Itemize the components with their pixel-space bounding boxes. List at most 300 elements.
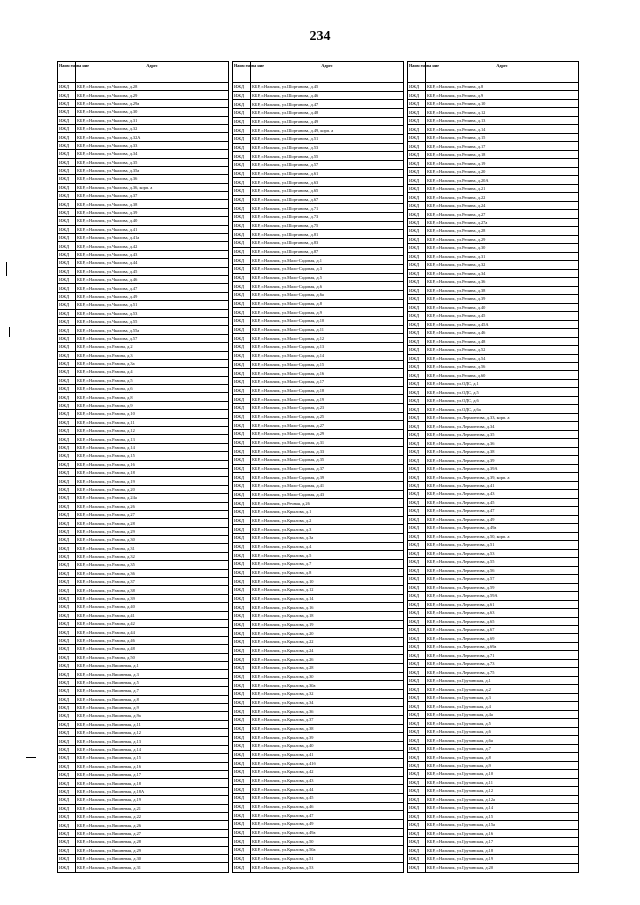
- address-cell: КБР, г.Нальчик, ул.Репина, д.29: [426, 235, 579, 243]
- building-type-cell: ИЖД: [58, 494, 76, 502]
- table-row: [233, 83, 404, 92]
- address-cell: КБР, г.Нальчик, ул.Грузинская, д.11: [426, 778, 579, 786]
- address-cell: КБР, г.Нальчик, ул.Чкалова, д.35: [76, 158, 229, 166]
- address-cell: КБР, г.Нальчик, ул.Чкалова, д.44: [76, 259, 229, 267]
- table-row: [233, 742, 404, 751]
- building-type-cell: ИЖД: [233, 854, 251, 863]
- building-type-cell: ИЖД: [58, 863, 76, 873]
- table-row: [58, 351, 229, 359]
- building-type-cell: ИЖД: [58, 91, 76, 99]
- address-cell: КБР, г.Нальчик, ул.Мало-Садовая, д.33: [251, 447, 404, 456]
- table-row: [58, 368, 229, 376]
- address-cell: КБР, г.Нальчик, ул.Репина, д.38: [426, 286, 579, 294]
- address-cell: КБР, г.Нальчик, ул.Крылова, д.40: [251, 742, 404, 751]
- building-type-cell: ИЖД: [408, 558, 426, 566]
- building-type-cell: ИЖД: [408, 481, 426, 489]
- table-row: [408, 617, 579, 625]
- kind-header: Наим енова ние: [58, 62, 76, 83]
- address-cell: КБР, г.Нальчик, ул.Репина, д.20А: [426, 176, 579, 184]
- building-type-cell: ИЖД: [408, 744, 426, 752]
- building-type-cell: ИЖД: [408, 676, 426, 684]
- building-type-cell: ИЖД: [58, 83, 76, 91]
- address-cell: КБР, г.Нальчик, ул.Разина, д.4: [76, 368, 229, 376]
- building-type-cell: ИЖД: [408, 778, 426, 786]
- table-row: [233, 690, 404, 699]
- building-type-cell: ИЖД: [233, 169, 251, 178]
- building-type-cell: ИЖД: [58, 519, 76, 527]
- table-row: [58, 485, 229, 493]
- table-row: [233, 187, 404, 196]
- address-cell: КБР, г.Нальчик, ул.Вишневая, д.28: [76, 838, 229, 846]
- address-cell: КБР, г.Нальчик, ул.Лермонтова, д.61: [426, 600, 579, 608]
- address-cell: КБР, г.Нальчик, ул.Мало-Садовая, д.41: [251, 481, 404, 490]
- table-row: [408, 430, 579, 438]
- table-row: [58, 586, 229, 594]
- address-cell: КБР, г.Нальчик, ул.Разина, д.15: [76, 452, 229, 460]
- address-cell: КБР, г.Нальчик, ул.Мало-Садовая, д.8: [251, 299, 404, 308]
- table-row: [408, 346, 579, 354]
- building-type-cell: ИЖД: [408, 566, 426, 574]
- building-type-cell: ИЖД: [58, 351, 76, 359]
- table-row: [408, 150, 579, 158]
- table-row: [233, 239, 404, 248]
- address-cell: КБР, г.Нальчик, ул.Мало-Садовая, д.12: [251, 334, 404, 343]
- table-row: [233, 100, 404, 109]
- table-row: [58, 804, 229, 812]
- building-type-cell: ИЖД: [58, 267, 76, 275]
- address-cell: КБР, г.Нальчик, ул.Грузинская, д.14: [426, 804, 579, 812]
- building-type-cell: ИЖД: [58, 779, 76, 787]
- address-cell: КБР, г.Нальчик, ул.Репина, д.39: [426, 295, 579, 303]
- address-column-table: [57, 61, 229, 873]
- address-cell: КБР, г.Нальчик, ул.Шортанова, д.81: [251, 230, 404, 239]
- building-type-cell: ИЖД: [233, 438, 251, 447]
- building-type-cell: ИЖД: [408, 515, 426, 523]
- table-row: [408, 320, 579, 328]
- building-type-cell: ИЖД: [233, 507, 251, 516]
- building-type-cell: ИЖД: [233, 638, 251, 647]
- table-row: [233, 91, 404, 100]
- building-type-cell: ИЖД: [408, 829, 426, 837]
- address-cell: КБР, г.Нальчик, ул.Крылова, д.53: [251, 863, 404, 873]
- table-row: [408, 863, 579, 872]
- building-type-cell: ИЖД: [58, 468, 76, 476]
- address-cell: КБР, г.Нальчик, ул.Разина, д.6: [76, 385, 229, 393]
- building-type-cell: ИЖД: [58, 787, 76, 795]
- address-cell: КБР, г.Нальчик, ул.Вишневая, д.26: [76, 821, 229, 829]
- address-cell: КБР, г.Нальчик, ул.Репина, д.17: [426, 142, 579, 150]
- address-cell: КБР, г.Нальчик, ул.Крылова, д.2: [251, 516, 404, 525]
- table-row: [58, 636, 229, 644]
- building-type-cell: ИЖД: [408, 320, 426, 328]
- table-row: [58, 779, 229, 787]
- address-cell: КБР, г.Нальчик, ул.Вишневая, д.5: [76, 678, 229, 686]
- building-type-cell: ИЖД: [58, 804, 76, 812]
- table-row: [408, 838, 579, 846]
- address-cell: КБР, г.Нальчик, ул.Вишневая, д.18А: [76, 787, 229, 795]
- address-cell: КБР, г.Нальчик, ул.Разина, д.30: [76, 536, 229, 544]
- building-type-cell: ИЖД: [58, 234, 76, 242]
- building-type-cell: ИЖД: [58, 678, 76, 686]
- table-row: [58, 519, 229, 527]
- address-cell: КБР, г.Нальчик, ул.Лермонтова, д.41: [426, 481, 579, 489]
- table-row: [233, 412, 404, 421]
- address-cell: КБР, г.Нальчик, ул.Крылова, д.5: [251, 551, 404, 560]
- building-type-cell: ИЖД: [58, 670, 76, 678]
- table-row: [408, 439, 579, 447]
- table-row: [408, 626, 579, 634]
- table-row: [233, 195, 404, 204]
- table-row: [408, 575, 579, 583]
- table-row: [408, 83, 579, 91]
- table-row: [233, 603, 404, 612]
- address-cell: КБР, г.Нальчик, ул.Шортанова, д.83: [251, 239, 404, 248]
- building-type-cell: ИЖД: [408, 91, 426, 99]
- address-cell: КБР, г.Нальчик, ул.Шортанова, д.46: [251, 91, 404, 100]
- address-cell: КБР, г.Нальчик, ул.Грузинская, д.10: [426, 770, 579, 778]
- building-type-cell: ИЖД: [408, 430, 426, 438]
- building-type-cell: ИЖД: [408, 439, 426, 447]
- address-cell: КБР, г.Нальчик, ул.Шортанова, д.47: [251, 100, 404, 109]
- building-type-cell: ИЖД: [233, 91, 251, 100]
- address-cell: КБР, г.Нальчик, ул.Грузинская, д.1: [426, 676, 579, 684]
- building-type-cell: ИЖД: [408, 710, 426, 718]
- building-type-cell: ИЖД: [233, 351, 251, 360]
- building-type-cell: ИЖД: [58, 703, 76, 711]
- address-cell: КБР, г.Нальчик, ул.Лермонтова, д.56: [426, 566, 579, 574]
- building-type-cell: ИЖД: [58, 603, 76, 611]
- address-cell: КБР, г.Нальчик, ул.Крылова, д.45: [251, 794, 404, 803]
- building-type-cell: ИЖД: [58, 183, 76, 191]
- table-row: [408, 388, 579, 396]
- address-cell: КБР, г.Нальчик, ул.Репина, д.27: [426, 210, 579, 218]
- address-cell: КБР, г.Нальчик, ул.Разина, д.10: [76, 410, 229, 418]
- building-type-cell: ИЖД: [233, 629, 251, 638]
- table-row: [58, 376, 229, 384]
- address-cell: КБР, г.Нальчик, ул.Репина, д.12: [426, 108, 579, 116]
- address-cell: КБР, г.Нальчик, ул.Вишневая, д.17: [76, 771, 229, 779]
- address-cell: КБР, г.Нальчик, ул.Крылова, д.26: [251, 655, 404, 664]
- address-cell: КБР, г.Нальчик, ул.Разина, д.20: [76, 485, 229, 493]
- address-cell: КБР, г.Нальчик, ул.Лермонтова, д.36: [426, 439, 579, 447]
- building-type-cell: ИЖД: [408, 838, 426, 846]
- address-cell: КБР, г.Нальчик, ул.Мало-Садовая, д.17: [251, 377, 404, 386]
- building-type-cell: ИЖД: [408, 278, 426, 286]
- building-type-cell: ИЖД: [408, 846, 426, 854]
- building-type-cell: ИЖД: [58, 561, 76, 569]
- building-type-cell: ИЖД: [408, 592, 426, 600]
- address-cell: КБР, г.Нальчик, ул.Разина, д.2: [76, 343, 229, 351]
- address-cell: КБР, г.Нальчик, ул.Репина, д.14: [426, 125, 579, 133]
- building-type-cell: ИЖД: [408, 405, 426, 413]
- address-cell: КБР, г.Нальчик, ул.Мало-Садовая, д.6: [251, 282, 404, 291]
- address-cell: КБР, г.Нальчик, ул.Крылова, д.39: [251, 733, 404, 742]
- address-cell: КБР, г.Нальчик, ул.Мало-Садовая, д.5: [251, 273, 404, 282]
- address-cell: КБР, г.Нальчик, ул.Чкалова, д.41а: [76, 234, 229, 242]
- building-type-cell: ИЖД: [408, 821, 426, 829]
- building-type-cell: ИЖД: [408, 787, 426, 795]
- table-row: [233, 516, 404, 525]
- table-row: [58, 771, 229, 779]
- building-type-cell: ИЖД: [233, 768, 251, 777]
- address-cell: КБР, г.Нальчик, ул.Грузинская, д.5: [426, 719, 579, 727]
- address-cell: КБР, г.Нальчик, ул.Разина, д.40: [76, 603, 229, 611]
- table-row: [233, 759, 404, 768]
- table-row: [58, 460, 229, 468]
- building-type-cell: ИЖД: [233, 516, 251, 525]
- address-cell: КБР, г.Нальчик, ул.Разина, д.12: [76, 427, 229, 435]
- table-row: [408, 812, 579, 820]
- table-row: [408, 261, 579, 269]
- building-type-cell: ИЖД: [233, 213, 251, 222]
- table-row: [233, 152, 404, 161]
- table-row: [58, 91, 229, 99]
- table-row: [408, 193, 579, 201]
- address-cell: КБР, г.Нальчик, ул.Лермонтова, д.34: [426, 422, 579, 430]
- address-cell: КБР, г.Нальчик, ул.Репина, д.36: [426, 278, 579, 286]
- table-row: [408, 108, 579, 116]
- table-row: [58, 334, 229, 342]
- building-type-cell: ИЖД: [408, 218, 426, 226]
- address-cell: КБР, г.Нальчик, ул.Шортанова, д.65: [251, 187, 404, 196]
- building-type-cell: ИЖД: [58, 620, 76, 628]
- table-row: [233, 707, 404, 716]
- table-row: [233, 568, 404, 577]
- address-cell: КБР, г.Нальчик, ул.Чкалова, д.36: [76, 175, 229, 183]
- building-type-cell: ИЖД: [58, 611, 76, 619]
- address-cell: КБР, г.Нальчик, ул.Чкалова, д.35а: [76, 166, 229, 174]
- building-type-cell: ИЖД: [408, 303, 426, 311]
- building-type-cell: ИЖД: [233, 195, 251, 204]
- address-cell: КБР, г.Нальчик, ул.Чкалова, д.28: [76, 83, 229, 91]
- address-cell: КБР, г.Нальчик, ул.Вишневая, д.1: [76, 661, 229, 669]
- building-type-cell: ИЖД: [233, 542, 251, 551]
- building-type-cell: ИЖД: [233, 828, 251, 837]
- address-cell: КБР, г.Нальчик, ул.Шортанова, д.55: [251, 152, 404, 161]
- table-row: [408, 600, 579, 608]
- address-cell: КБР, г.Нальчик, ул.Репина, д.28: [426, 227, 579, 235]
- address-cell: КБР, г.Нальчик, ул.Чкалова, д.33: [76, 141, 229, 149]
- table-row: [408, 659, 579, 667]
- address-cell: КБР, г.Нальчик, ул.Крылова, д.14: [251, 594, 404, 603]
- table-row: [58, 301, 229, 309]
- address-cell: КБР, г.Нальчик, ул.Мало-Садовая, д.15: [251, 360, 404, 369]
- table-row: [233, 776, 404, 785]
- table-row: [233, 213, 404, 222]
- address-cell: КБР, г.Нальчик, ул.Репина, д.32: [426, 261, 579, 269]
- address-cell: КБР, г.Нальчик, ул.Лермонтова, д.47: [426, 507, 579, 515]
- building-type-cell: ИЖД: [233, 716, 251, 725]
- table-row: [233, 143, 404, 152]
- building-type-cell: ИЖД: [233, 568, 251, 577]
- table-row: [58, 594, 229, 602]
- table-row: [233, 334, 404, 343]
- building-type-cell: ИЖД: [58, 544, 76, 552]
- address-cell: КБР, г.Нальчик, ул.Грузинская, д.2: [426, 685, 579, 693]
- table-row: [233, 429, 404, 438]
- building-type-cell: ИЖД: [408, 727, 426, 735]
- building-type-cell: ИЖД: [233, 161, 251, 170]
- table-row: [408, 447, 579, 455]
- table-row: [408, 218, 579, 226]
- table-row: [233, 455, 404, 464]
- building-type-cell: ИЖД: [58, 225, 76, 233]
- building-type-cell: ИЖД: [233, 785, 251, 794]
- table-row: [233, 386, 404, 395]
- building-type-cell: ИЖД: [58, 292, 76, 300]
- building-type-cell: ИЖД: [408, 371, 426, 379]
- address-cell: КБР, г.Нальчик, ул.Разина, д.32: [76, 552, 229, 560]
- building-type-cell: ИЖД: [58, 846, 76, 854]
- address-cell: КБР, г.Нальчик, ул.Чкалова, д.42: [76, 242, 229, 250]
- building-type-cell: ИЖД: [408, 167, 426, 175]
- building-type-cell: ИЖД: [58, 687, 76, 695]
- address-cell: КБР, г.Нальчик, ул.Чкалова, д.43: [76, 250, 229, 258]
- table-row: [233, 507, 404, 516]
- address-cell: КБР, г.Нальчик, ул.Лермонтова, д.33, корп. а: [426, 413, 579, 421]
- address-column-table: [232, 61, 404, 873]
- table-row: [408, 396, 579, 404]
- address-cell: КБР, г.Нальчик, ул.Шортанова, д.73: [251, 213, 404, 222]
- address-cell: КБР, г.Нальчик, ул.Вишневая, д.30: [76, 854, 229, 862]
- address-cell: КБР, г.Нальчик, ул.Разина, д.31: [76, 544, 229, 552]
- building-type-cell: ИЖД: [408, 863, 426, 872]
- address-cell: КБР, г.Нальчик, ул.Разина, д.50: [76, 653, 229, 661]
- address-cell: КБР, г.Нальчик, ул.Лермонтова, д.67: [426, 626, 579, 634]
- building-type-cell: ИЖД: [408, 116, 426, 124]
- table-row: [58, 838, 229, 846]
- table-row: [408, 515, 579, 523]
- building-type-cell: ИЖД: [233, 369, 251, 378]
- address-cell: КБР, г.Нальчик, ул.Чкалова, д.32А: [76, 133, 229, 141]
- address-cell: КБР, г.Нальчик, ул.Вишневая, д.29: [76, 846, 229, 854]
- table-row: [233, 629, 404, 638]
- building-type-cell: ИЖД: [408, 702, 426, 710]
- building-type-cell: ИЖД: [233, 230, 251, 239]
- table-row: [408, 278, 579, 286]
- building-type-cell: ИЖД: [58, 393, 76, 401]
- address-cell: КБР, г.Нальчик, ул.Вишневая, д.9: [76, 703, 229, 711]
- building-type-cell: ИЖД: [233, 109, 251, 118]
- table-row: [58, 83, 229, 91]
- building-type-cell: ИЖД: [58, 578, 76, 586]
- address-cell: КБР, г.Нальчик, ул.Крылова, д.3а: [251, 533, 404, 542]
- address-cell: КБР, г.Нальчик, ул.Грузинская, д.15: [426, 812, 579, 820]
- address-cell: КБР, г.Нальчик, ул.Вишневая, д.31: [76, 863, 229, 873]
- address-cell: КБР, г.Нальчик, ул.Лермонтова, д.39: [426, 456, 579, 464]
- address-cell: КБР, г.Нальчик, ул.Вишневая, д.19: [76, 796, 229, 804]
- table-row: [233, 611, 404, 620]
- building-type-cell: ИЖД: [58, 443, 76, 451]
- building-type-cell: ИЖД: [233, 152, 251, 161]
- table-row: [233, 655, 404, 664]
- address-column-table: [407, 61, 579, 873]
- building-type-cell: ИЖД: [233, 585, 251, 594]
- table-row: [233, 811, 404, 820]
- address-cell: КБР, г.Нальчик, ул.Мало-Садовая, д.39: [251, 473, 404, 482]
- address-cell: КБР, г.Нальчик, ул.Крылова, д.4: [251, 542, 404, 551]
- table-row: [233, 395, 404, 404]
- building-type-cell: ИЖД: [58, 242, 76, 250]
- table-row: [58, 745, 229, 753]
- table-row: [58, 99, 229, 107]
- building-type-cell: ИЖД: [408, 736, 426, 744]
- building-type-cell: ИЖД: [233, 707, 251, 716]
- building-type-cell: ИЖД: [408, 142, 426, 150]
- building-type-cell: ИЖД: [408, 413, 426, 421]
- table-row: [408, 371, 579, 379]
- building-type-cell: ИЖД: [408, 532, 426, 540]
- building-type-cell: ИЖД: [58, 309, 76, 317]
- building-type-cell: ИЖД: [233, 698, 251, 707]
- building-type-cell: ИЖД: [233, 308, 251, 317]
- building-type-cell: ИЖД: [408, 99, 426, 107]
- address-cell: КБР, г.Нальчик, ул.Крылова, д.24: [251, 646, 404, 655]
- table-row: [233, 273, 404, 282]
- address-cell: КБР, г.Нальчик, ул.Разина, д.16: [76, 460, 229, 468]
- building-type-cell: ИЖД: [408, 159, 426, 167]
- table-row: [408, 252, 579, 260]
- table-row: [233, 360, 404, 369]
- building-type-cell: ИЖД: [58, 326, 76, 334]
- table-row: [58, 829, 229, 837]
- table-row: [233, 559, 404, 568]
- address-cell: КБР, г.Нальчик, ул.Крылова, д.41: [251, 750, 404, 759]
- table-row: [408, 829, 579, 837]
- building-type-cell: ИЖД: [233, 846, 251, 855]
- building-type-cell: ИЖД: [58, 141, 76, 149]
- table-row: [408, 413, 579, 421]
- building-type-cell: ИЖД: [233, 429, 251, 438]
- header-row: [58, 62, 229, 83]
- building-type-cell: ИЖД: [233, 776, 251, 785]
- address-cell: КБР, г.Нальчик, ул.Чкалова, д.55а: [76, 326, 229, 334]
- table-row: [58, 133, 229, 141]
- table-row: [58, 661, 229, 669]
- building-type-cell: ИЖД: [233, 343, 251, 352]
- table-row: [58, 821, 229, 829]
- address-cell: КБР, г.Нальчик, ул.Разина, д.38: [76, 586, 229, 594]
- table-row: [233, 351, 404, 360]
- address-cell: КБР, г.Нальчик, ул.Лермонтова, д.63: [426, 609, 579, 617]
- table-row: [233, 724, 404, 733]
- building-type-cell: ИЖД: [233, 499, 251, 508]
- building-type-cell: ИЖД: [233, 473, 251, 482]
- address-cell: КБР, г.Нальчик, ул.Грузинская, д.4а: [426, 710, 579, 718]
- building-type-cell: ИЖД: [233, 395, 251, 404]
- table-row: [233, 464, 404, 473]
- table-row: [233, 421, 404, 430]
- building-type-cell: ИЖД: [408, 176, 426, 184]
- address-cell: КБР, г.Нальчик, ул.Вишневая, д.8: [76, 695, 229, 703]
- building-type-cell: ИЖД: [408, 464, 426, 472]
- table-row: [233, 846, 404, 855]
- table-row: [408, 464, 579, 472]
- address-cell: КБР, г.Нальчик, ул.Разина, д.27: [76, 510, 229, 518]
- table-row: [233, 447, 404, 456]
- table-row: [233, 525, 404, 534]
- scan-mark: [26, 757, 36, 758]
- building-type-cell: ИЖД: [233, 525, 251, 534]
- address-cell: КБР, г.Нальчик, ул.Чкалова, д.38: [76, 200, 229, 208]
- address-cell: КБР, г.Нальчик, ул.Чкалова, д.29а: [76, 99, 229, 107]
- table-row: [233, 204, 404, 213]
- building-type-cell: ИЖД: [58, 317, 76, 325]
- address-cell: КБР, г.Нальчик, ул.Грузинская, д.7: [426, 744, 579, 752]
- address-cell: КБР, г.Нальчик, ул.Мало-Садовая, д.19: [251, 395, 404, 404]
- address-cell: КБР, г.Нальчик, ул.Лермонтова, д.71: [426, 651, 579, 659]
- building-type-cell: ИЖД: [58, 771, 76, 779]
